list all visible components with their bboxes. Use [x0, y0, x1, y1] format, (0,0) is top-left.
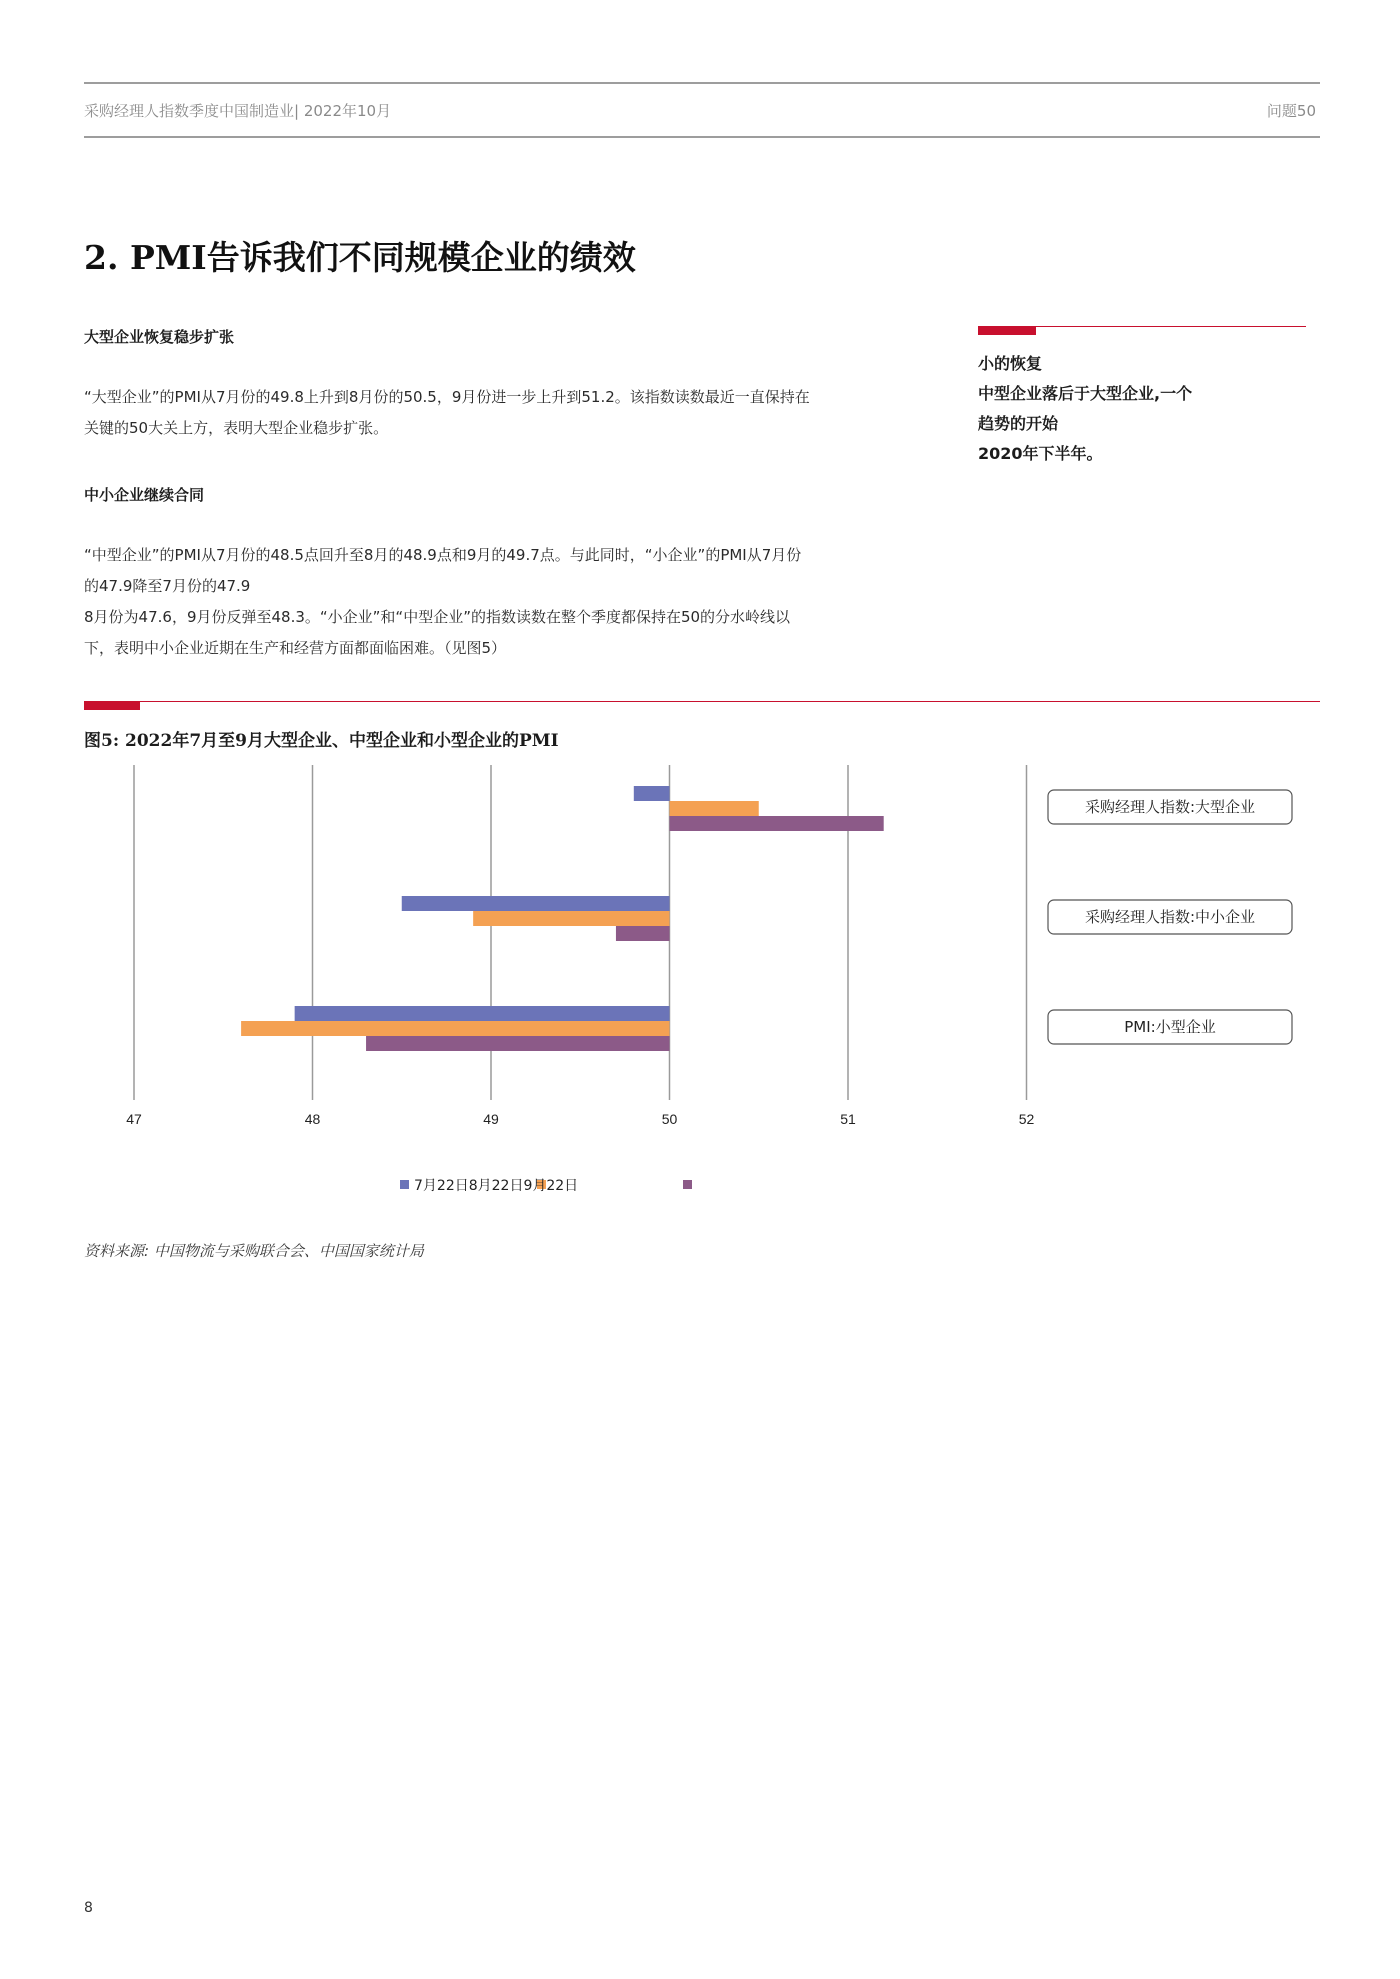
category-label: 采购经理人指数:大型企业 — [1084, 798, 1256, 816]
x-tick-label: 51 — [840, 1111, 856, 1127]
subheading-sme: 中小企业继续合同 — [84, 486, 205, 504]
paragraph-line: “大型企业”的PMI从7月份的49.8上升到8月份的50.5，9月份进一步上升到51.2。该指数读数最近一直保持在 — [84, 388, 810, 406]
figure-accent-bar — [84, 701, 140, 710]
bar — [402, 896, 670, 911]
pullquote-line: 2020年下半年。 — [978, 444, 1103, 463]
bar — [241, 1021, 669, 1036]
bar — [366, 1036, 669, 1051]
bar — [295, 1006, 670, 1021]
x-tick-label: 49 — [483, 1111, 499, 1127]
bar — [616, 926, 670, 941]
header-bottom-rule — [84, 136, 1320, 138]
legend-swatch-sep — [683, 1180, 692, 1189]
legend-swatch-jul — [400, 1180, 409, 1189]
page-number: 8 — [84, 1900, 93, 1916]
sidebar-accent-bar — [978, 326, 1036, 335]
header-top-rule — [84, 82, 1320, 84]
bar — [634, 786, 670, 801]
x-tick-label: 50 — [661, 1111, 678, 1127]
figure-rule — [140, 701, 1320, 702]
x-tick-label: 48 — [304, 1111, 321, 1127]
sidebar-pullquote — [978, 349, 1192, 469]
bar — [670, 801, 759, 816]
paragraph-line: 下，表明中小企业近期在生产和经营方面都面临困难。（见图5） — [84, 639, 507, 657]
x-tick-label: 52 — [1018, 1111, 1035, 1127]
pullquote-line: 小的恢复 — [978, 354, 1043, 373]
subheading-large-enterprises: 大型企业恢复稳步扩张 — [84, 328, 235, 346]
paragraph-line: “中型企业”的PMI从7月份的48.5点回升至8月的48.9点和9月的49.7点。与此同时，“小企业”的PMI从7月份 — [84, 546, 802, 564]
pullquote-line: 趋势的开始 — [978, 414, 1059, 433]
paragraph-large-enterprises — [84, 382, 924, 444]
category-label: PMI:小型企业 — [1124, 1018, 1216, 1036]
paragraph-line: 8月份为47.6，9月份反弹至48.3。“小企业”和“中型企业”的指数读数在整个季度都保持在50的分水岭线以 — [84, 608, 791, 626]
category-label: 采购经理人指数:中小企业 — [1084, 908, 1256, 926]
sidebar-rule — [1036, 326, 1306, 327]
bar — [473, 911, 669, 926]
pullquote-line: 中型企业落后于大型企业,一个 — [978, 384, 1193, 403]
section-title: 2. PMI告诉我们不同规模企业的绩效 — [84, 238, 636, 277]
legend-text: 7月22日8月22日9月22日 — [414, 1178, 579, 1194]
running-header: 采购经理人指数季度中国制造业| 2022年10月 — [84, 102, 392, 120]
paragraph-line: 关键的50大关上方，表明大型企业稳步扩张。 — [84, 419, 389, 437]
bar — [670, 816, 884, 831]
paragraph-sme — [84, 540, 924, 664]
x-tick-label: 47 — [126, 1111, 142, 1127]
pmi-bar-chart — [84, 750, 1320, 1210]
paragraph-line: 的47.9降至7月份的47.9 — [84, 577, 251, 595]
issue-label: 问题50 — [1266, 102, 1316, 120]
figure-source: 资料来源: 中国物流与采购联合会、中国国家统计局 — [84, 1242, 424, 1260]
figure-title: 图5: 2022年7月至9月大型企业、中型企业和小型企业的PMI — [84, 731, 559, 751]
